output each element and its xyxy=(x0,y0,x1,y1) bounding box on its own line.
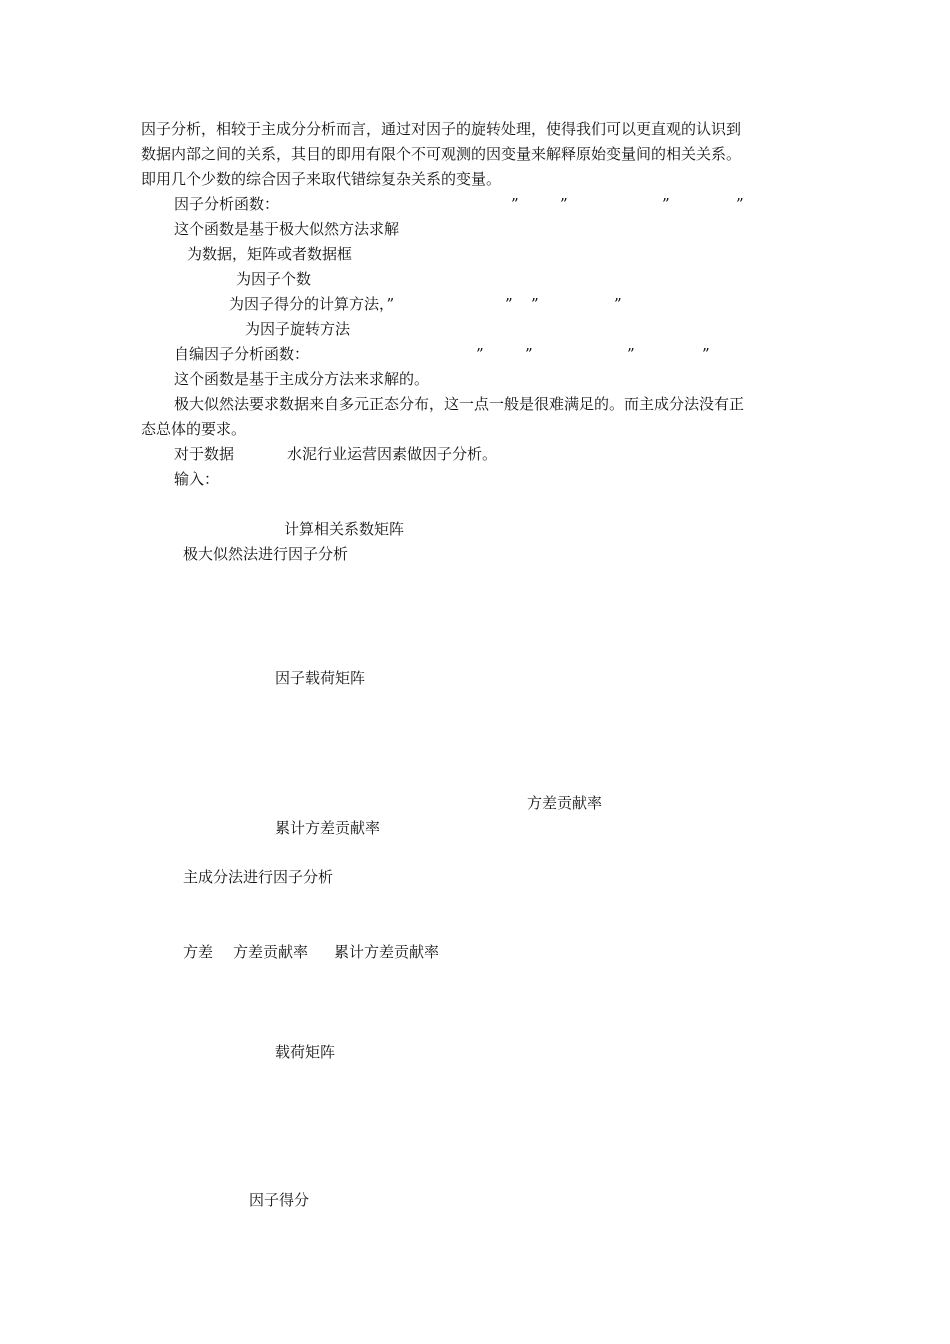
quote-mark: ” xyxy=(525,345,533,363)
quote-mark: ” xyxy=(505,295,513,313)
data-prefix: 对于数据 xyxy=(174,445,235,463)
quote-mark: ” xyxy=(531,295,539,313)
pc-loadings-label: 载荷矩阵 xyxy=(275,1043,336,1061)
input-label: 输入： xyxy=(174,470,220,488)
quote-mark: ” xyxy=(736,195,744,213)
cumulative-variance-label: 累计方差贡献率 xyxy=(275,819,381,837)
compare-line-1: 极大似然法要求数据来自多元正态分布，这一点一般是很难满足的。而主成分法没有正 xyxy=(174,395,745,413)
data-suffix: 水泥行业运营因素做因子分析。 xyxy=(287,445,498,463)
custom-function-title: 自编因子分析函数： xyxy=(174,345,310,363)
intro-line-2: 数据内部之间的关系，其目的即用有限个不可观测的因变量来解释原始变量间的相关关系。 xyxy=(141,145,742,163)
quote-mark: ” xyxy=(614,295,622,313)
param-scores: 为因子得分的计算方法，” xyxy=(229,295,395,313)
pc-header-cumulative: 累计方差贡献率 xyxy=(334,943,440,961)
scores-label: 因子得分 xyxy=(249,1191,310,1209)
param-x: 为数据，矩阵或者数据框 xyxy=(187,245,353,263)
custom-function-description: 这个函数是基于主成分方法来求解的。 xyxy=(174,370,430,388)
factanal-description: 这个函数是基于极大似然方法求解 xyxy=(174,220,400,238)
intro-line-3: 即用几个少数的综合因子来取代错综复杂关系的变量。 xyxy=(141,170,502,188)
variance-ratio-label: 方差贡献率 xyxy=(527,794,603,812)
quote-mark: ” xyxy=(560,195,568,213)
param-rotation: 为因子旋转方法 xyxy=(245,320,351,338)
quote-mark: ” xyxy=(702,345,710,363)
correlation-comment: 计算相关系数矩阵 xyxy=(284,520,405,538)
param-factors: 为因子个数 xyxy=(236,270,312,288)
loadings-label: 因子载荷矩阵 xyxy=(275,669,366,687)
pc-factor-comment: 主成分法进行因子分析 xyxy=(183,868,334,886)
factanal-title: 因子分析函数： xyxy=(174,195,280,213)
ml-factor-comment: 极大似然法进行因子分析 xyxy=(183,545,349,563)
quote-mark: ” xyxy=(662,195,670,213)
quote-mark: ” xyxy=(511,195,519,213)
pc-header-variance-ratio: 方差贡献率 xyxy=(233,943,309,961)
quote-mark: ” xyxy=(476,345,484,363)
intro-line-1: 因子分析，相较于主成分分析而言，通过对因子的旋转处理，使得我们可以更直观的认识到 xyxy=(141,120,742,138)
quote-mark: ” xyxy=(627,345,635,363)
pc-header-variance: 方差 xyxy=(183,943,214,961)
compare-line-2: 态总体的要求。 xyxy=(141,420,247,438)
